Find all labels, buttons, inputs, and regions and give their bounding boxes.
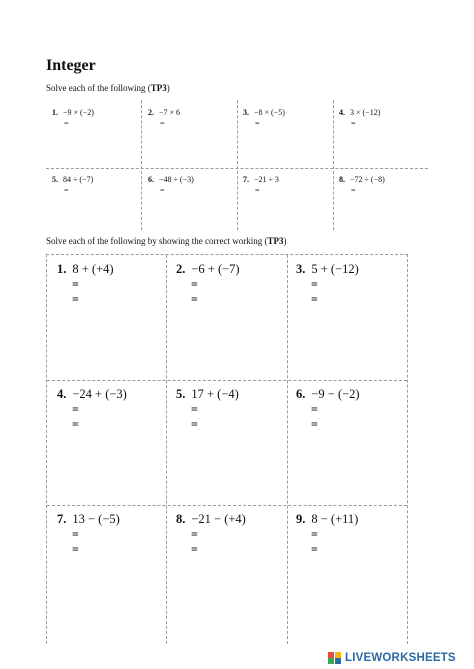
answer-line[interactable]: =	[255, 119, 260, 128]
problem-7: 7. 13 − (−5) = =	[57, 512, 120, 556]
problem-9: 9. 8 − (+11) = =	[296, 512, 359, 556]
working-line-1[interactable]: =	[311, 277, 318, 291]
working-line-1[interactable]: =	[191, 277, 198, 291]
small-problem-5: 5. 84 ÷ (−7) =	[52, 175, 94, 195]
small-problem-1: 1. −9 × (−2) =	[52, 108, 94, 128]
section2-instruction: Solve each of the following by showing the correct working (TP3)	[46, 236, 287, 246]
answer-line[interactable]: =	[351, 186, 356, 195]
working-line-1[interactable]: =	[72, 527, 79, 541]
problem-6: 6. −9 − (−2) = =	[296, 387, 360, 431]
answer-line[interactable]: =	[160, 186, 165, 195]
small-problem-8: 8. −72 ÷ (−8) =	[339, 175, 385, 195]
working-line-1[interactable]: =	[72, 402, 79, 416]
problem-5: 5. 17 + (−4) = =	[176, 387, 239, 431]
working-line-2[interactable]: =	[72, 417, 79, 431]
working-line-2[interactable]: =	[191, 417, 198, 431]
section1-grid	[46, 100, 428, 230]
working-line-2[interactable]: =	[191, 292, 198, 306]
working-line-1[interactable]: =	[311, 527, 318, 541]
small-problem-3: 3. −8 × (−5) =	[243, 108, 285, 128]
small-problem-6: 6. −48 ÷ (−3) =	[148, 175, 194, 195]
section2-grid	[46, 254, 408, 644]
working-line-1[interactable]: =	[191, 527, 198, 541]
working-line-1[interactable]: =	[72, 277, 79, 291]
working-line-2[interactable]: =	[311, 292, 318, 306]
page-title: Integer	[46, 57, 96, 74]
working-line-2[interactable]: =	[72, 542, 79, 556]
problem-1: 1. 8 + (+4) = =	[57, 262, 114, 306]
small-problem-4: 4. 3 × (−12) =	[339, 108, 381, 128]
working-line-1[interactable]: =	[191, 402, 198, 416]
answer-line[interactable]: =	[64, 119, 69, 128]
small-problem-2: 2. −7 × 6 =	[148, 108, 181, 128]
logo-text: LIVEWORKSHEETS	[345, 652, 456, 664]
answer-line[interactable]: =	[160, 119, 165, 128]
working-line-2[interactable]: =	[72, 292, 79, 306]
answer-line[interactable]: =	[255, 186, 260, 195]
working-line-2[interactable]: =	[311, 417, 318, 431]
working-line-2[interactable]: =	[311, 542, 318, 556]
problem-2: 2. −6 + (−7) = =	[176, 262, 240, 306]
liveworksheets-logo-icon	[328, 652, 342, 664]
liveworksheets-logo[interactable]	[328, 652, 456, 664]
section1-instruction: Solve each of the following (TP3)	[46, 83, 170, 93]
problem-8: 8. −21 − (+4) = =	[176, 512, 246, 556]
answer-line[interactable]: =	[351, 119, 356, 128]
problem-3: 3. 5 + (−12) = =	[296, 262, 359, 306]
working-line-1[interactable]: =	[311, 402, 318, 416]
problem-4: 4. −24 + (−3) = =	[57, 387, 127, 431]
answer-line[interactable]: =	[64, 186, 69, 195]
small-problem-7: 7. −21 ÷ 3 =	[243, 175, 279, 195]
working-line-2[interactable]: =	[191, 542, 198, 556]
